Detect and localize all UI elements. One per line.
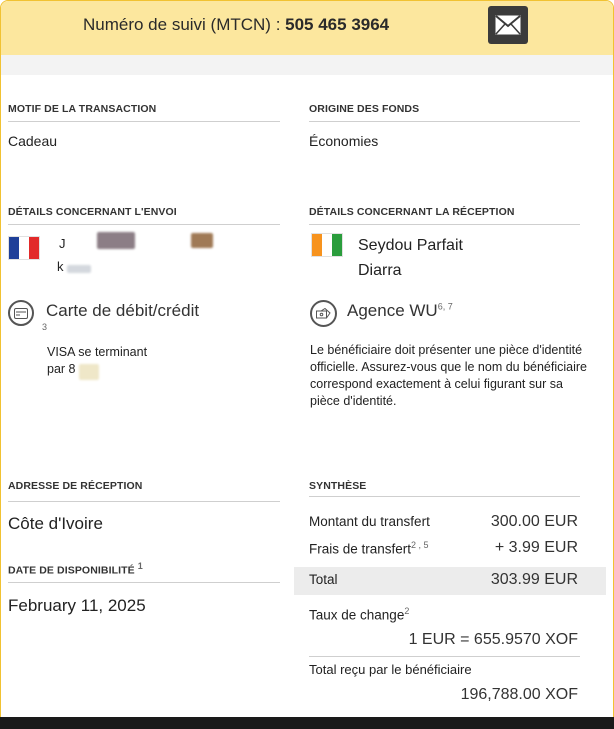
sender-name-line2: k xyxy=(57,259,64,274)
agent-label: Agence WU xyxy=(347,301,438,320)
frais-label: Frais de transfert xyxy=(309,541,412,557)
flag-stripe-white xyxy=(322,234,332,256)
divider xyxy=(309,496,580,497)
receiver-first-name: Seydou Parfait xyxy=(358,237,463,254)
receiver-last-name: Diarra xyxy=(358,262,402,279)
frais-footnote: 2 , 5 xyxy=(411,540,429,550)
tracking-label: Numéro de suivi (MTCN) : xyxy=(83,15,286,34)
divider xyxy=(309,121,580,122)
disponibilite-footnote: 1 xyxy=(137,561,143,571)
card-line-1: VISA se terminant xyxy=(47,345,148,359)
disponibilite-title-line xyxy=(8,561,143,577)
origine-title: ORIGINE DES FONDS xyxy=(309,103,420,115)
envelope-icon xyxy=(495,15,521,35)
flag-stripe-red xyxy=(29,237,39,259)
divider xyxy=(309,656,580,657)
frais-value: + 3.99 EUR xyxy=(494,539,578,556)
frais-label-line xyxy=(309,540,429,557)
card-line-2: par 8 xyxy=(47,362,76,376)
divider xyxy=(8,224,280,225)
france-flag xyxy=(9,237,39,259)
payment-footnote: 3 xyxy=(42,322,48,332)
tracking-number: 505 465 3964 xyxy=(285,15,390,34)
redacted-sender-surname xyxy=(67,265,91,273)
taux-label-line xyxy=(309,606,409,623)
recu-label: Total reçu par le bénéficiaire xyxy=(309,662,472,677)
envoi-title: DÉTAILS CONCERNANT L'ENVOI xyxy=(8,206,177,218)
sender-name-line1: J xyxy=(59,236,66,251)
disponibilite-title: DATE DE DISPONIBILITÉ xyxy=(8,564,135,577)
disponibilite-value: February 11, 2025 xyxy=(8,596,146,615)
divider xyxy=(309,224,580,225)
flag-stripe-orange xyxy=(312,234,322,256)
redacted-card-digits xyxy=(79,364,99,380)
adresse-title: ADRESSE DE RÉCEPTION xyxy=(8,480,143,492)
flag-stripe-blue xyxy=(9,237,19,259)
reception-title: DÉTAILS CONCERNANT LA RÉCEPTION xyxy=(309,206,515,218)
motif-value: Cadeau xyxy=(8,133,58,149)
redacted-sender-name xyxy=(97,232,135,249)
flag-stripe-white xyxy=(19,237,29,259)
payment-method: Carte de débit/crédit xyxy=(46,301,200,320)
divider xyxy=(8,501,280,502)
taux-label: Taux de change xyxy=(309,607,405,623)
taux-value: 1 EUR = 655.9570 XOF xyxy=(408,631,578,648)
divider xyxy=(8,582,280,583)
credit-card-icon xyxy=(8,300,34,326)
origine-value: Économies xyxy=(309,133,379,149)
total-value: 303.99 EUR xyxy=(490,571,578,588)
adresse-value: Côte d'Ivoire xyxy=(8,514,103,533)
identity-notice: Le bénéficiaire doit présenter une pièce d'identité officielle. Assurez-vous que le nom du bénéficiaire correspond exactement à celui figurant sur sa pièce d'identité. xyxy=(310,343,588,408)
total-label: Total xyxy=(309,572,338,587)
redacted-sender-name-2 xyxy=(191,233,213,248)
motif-title: MOTIF DE LA TRANSACTION xyxy=(8,103,157,115)
montant-value: 300.00 EUR xyxy=(490,513,578,530)
taux-footnote: 2 xyxy=(404,606,410,616)
header-divider-band xyxy=(1,55,613,75)
header-bar xyxy=(1,1,613,55)
tracking-number-line xyxy=(83,15,389,35)
agent-footnote: 6, 7 xyxy=(437,301,453,312)
divider xyxy=(8,121,280,122)
synthese-title: SYNTHÈSE xyxy=(309,480,367,492)
cote-divoire-flag xyxy=(312,234,342,256)
montant-label: Montant du transfert xyxy=(309,514,430,529)
email-button[interactable] xyxy=(488,6,528,44)
bottom-edge xyxy=(0,717,614,729)
agent-label-line xyxy=(347,301,453,321)
flag-stripe-green xyxy=(332,234,342,256)
recu-value: 196,788.00 XOF xyxy=(460,686,578,703)
agent-cash-icon xyxy=(310,300,337,327)
